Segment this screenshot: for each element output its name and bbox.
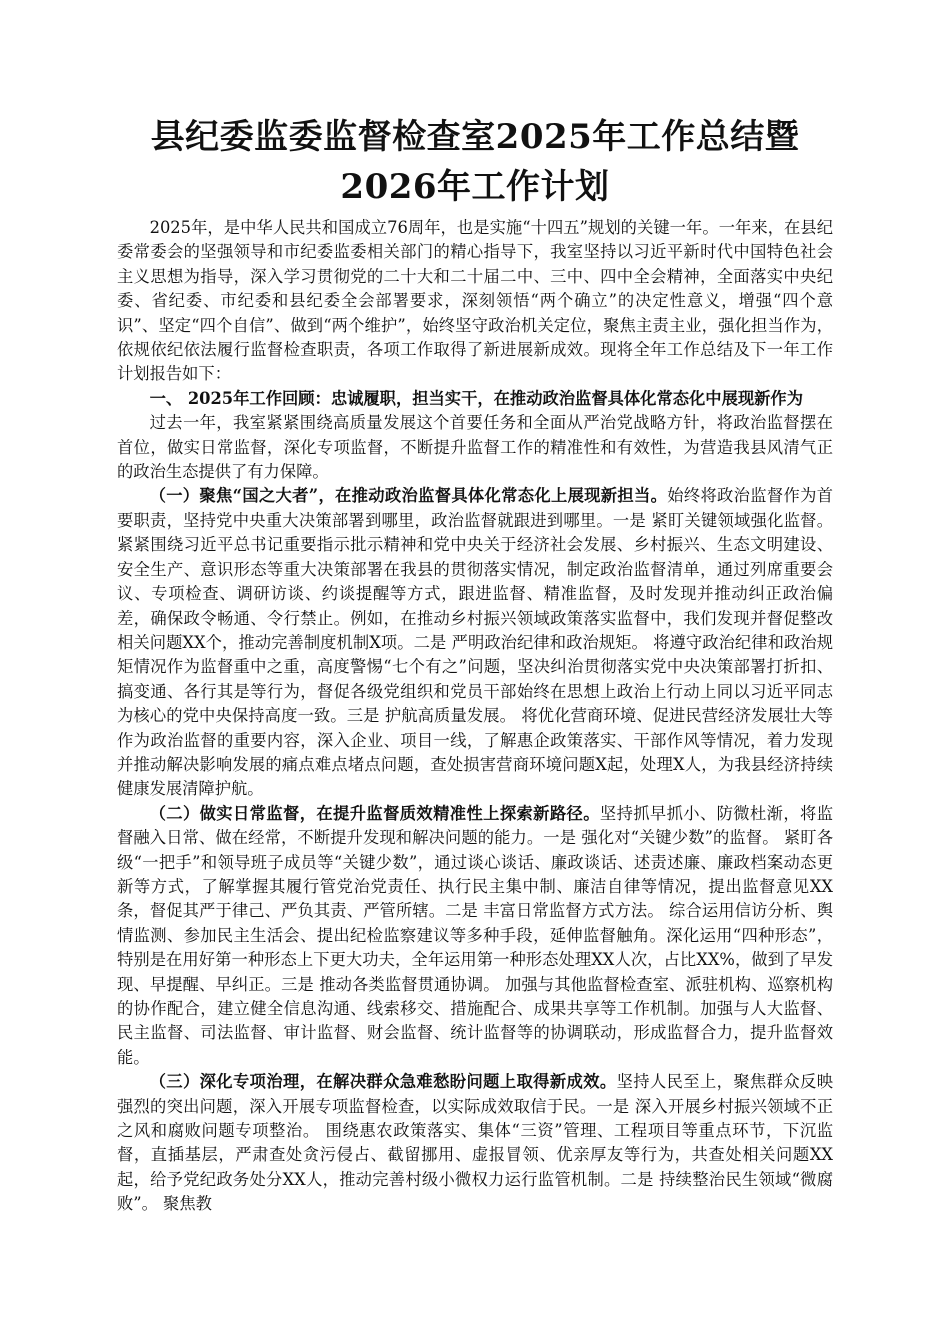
part-3-text: 坚持人民至上，聚焦群众反映强烈的突出问题，深入开展专项监督检查，以实际成效取信于民。一是 深入开展乡村振兴领域不正之风和腐败问题专项整治。 围绕惠农政策落实、集体“三资”管理、工程项目等重点环节，下沉监督，直插基层，严肃查处贪污侵占、截留挪用、虚报冒领、优亲厚友等行为，共查处相关问题XX起，给予党纪政务处分XX人，推动完善村级小微权力运行监管机制。二是 持续整治民生领域“微腐败”。 聚焦教 xyxy=(117,1072,833,1214)
title-line-1: 县纪委监委监督检查室2025年工作总结暨 xyxy=(150,117,800,157)
part-2-text: 坚持抓早抓小、防微杜渐，将监督融入日常、做在经常，不断提升发现和解决问题的能力。一是 强化对“关键少数”的监督。 紧盯各级“一把手”和领导班子成员等“关键少数”，通过谈心谈话、廉政谈话、述责述廉、廉政档案动态更新等方式，了解掌握其履行管党治党责任、执行民主集中制、廉洁自律等情况，提出监督意见XX条，督促其严于律己、严负其责、严管所辖。二是 丰富日常监督方式方法。 综合运用信访分析、舆情监测、参加民主生活会、提出纪检监察建议等多种手段，延伸监督触角。深化运用“四种形态”，特别是在用好第一种形态上下更大功夫，全年运用第一种形态处理XX人次，占比XX%，做到了早发现、早提醒、早纠正。三是 推动各类监督贯通协调。 加强与其他监督检查室、派驻机构、巡察机构的协作配合，建立健全信息沟通、线索移交、措施配合、成果共享等工作机制。加强与人大监督、民主监督、司法监督、审计监督、财会监督、统计监督等的协调联动，形成监督合力，提升监督效能。 xyxy=(117,803,833,1067)
section-1-heading: 一、 2025年工作回顾：忠诚履职，担当实干，在推动政治监督具体化常态化中展现新作为 xyxy=(149,388,803,408)
section-1-part-2 xyxy=(117,802,833,1070)
title-line-2: 2026年工作计划 xyxy=(340,167,610,207)
section-1-overview: 过去一年，我室紧紧围绕高质量发展这个首要任务和全面从严治党战略方针，将政治监督摆在首位，做实日常监督，深化专项监督，不断提升监督工作的精准性和有效性，为营造我县风清气正的政治生态提供了有力保障。 xyxy=(117,413,833,482)
part-2-lead: （二）做实日常监督，在提升监督质效精准性上探索新路径。 xyxy=(149,803,600,823)
section-1-part-3 xyxy=(117,1070,833,1216)
part-3-lead: （三）深化专项治理，在解决群众急难愁盼问题上取得新成效。 xyxy=(149,1072,617,1092)
part-1-text: 始终将政治监督作为首要职责，坚持党中央重大决策部署到哪里，政治监督就跟进到哪里。一是 紧盯关键领域强化监督。 紧紧围绕习近平总书记重要指示批示精神和党中央关于经济社会发展、乡村振兴、生态文明建设、安全生产、意识形态等重大决策部署在我县的贯彻落实情况，制定政治监督清单，通过列席重要会议、专项检查、调研访谈、约谈提醒等方式，跟进监督、精准监督，及时发现并推动纠正政治偏差，确保政令畅通、令行禁止。例如，在推动乡村振兴领域政策落实监督中，我们发现并督促整改相关问题XX个，推动完善制度机制X项。二是 严明政治纪律和政治规矩。 将遵守政治纪律和政治规矩情况作为监督重中之重，高度警惕“七个有之”问题，坚决纠治贯彻落实党中央决策部署打折扣、搞变通、各行其是等行为，督促各级党组织和党员干部始终在思想上政治上行动上同以习近平同志为核心的党中央保持高度一致。三是 护航高质量发展。 将优化营商环境、促进民营经济发展壮大等作为政治监督的重要内容，深入企业、项目一线，了解惠企政策落实、干部作风等情况，着力发现并推动解决影响发展的痛点难点堵点问题，查处损害营商环境问题X起，处理X人，为我县经济持续健康发展清障护航。 xyxy=(117,486,833,799)
document-title xyxy=(117,112,833,212)
intro-paragraph: 2025年，是中华人民共和国成立76周年，也是实施“十四五”规划的关键一年。一年来，在县纪委常委会的坚强领导和市纪委监委相关部门的精心指导下，我室坚持以习近平新时代中国特色社会主义思想为指导，深入学习贯彻党的二十大和二十届二中、三中、四中全会精神，全面落实中央纪委、省纪委、市纪委和县纪委全会部署要求，深刻领悟“两个确立”的决定性意义，增强“四个意识”、坚定“四个自信”、做到“两个维护”，始终坚守政治机关定位，聚焦主责主业，强化担当作为，依规依纪依法履行监督检查职责，各项工作取得了新进展新成效。现将全年工作总结及下一年工作计划报告如下： xyxy=(117,218,833,384)
part-1-lead: （一）聚焦“国之大者”，在推动政治监督具体化常态化上展现新担当。 xyxy=(149,486,668,506)
document-body xyxy=(117,216,833,1217)
section-1-part-1 xyxy=(117,484,833,801)
